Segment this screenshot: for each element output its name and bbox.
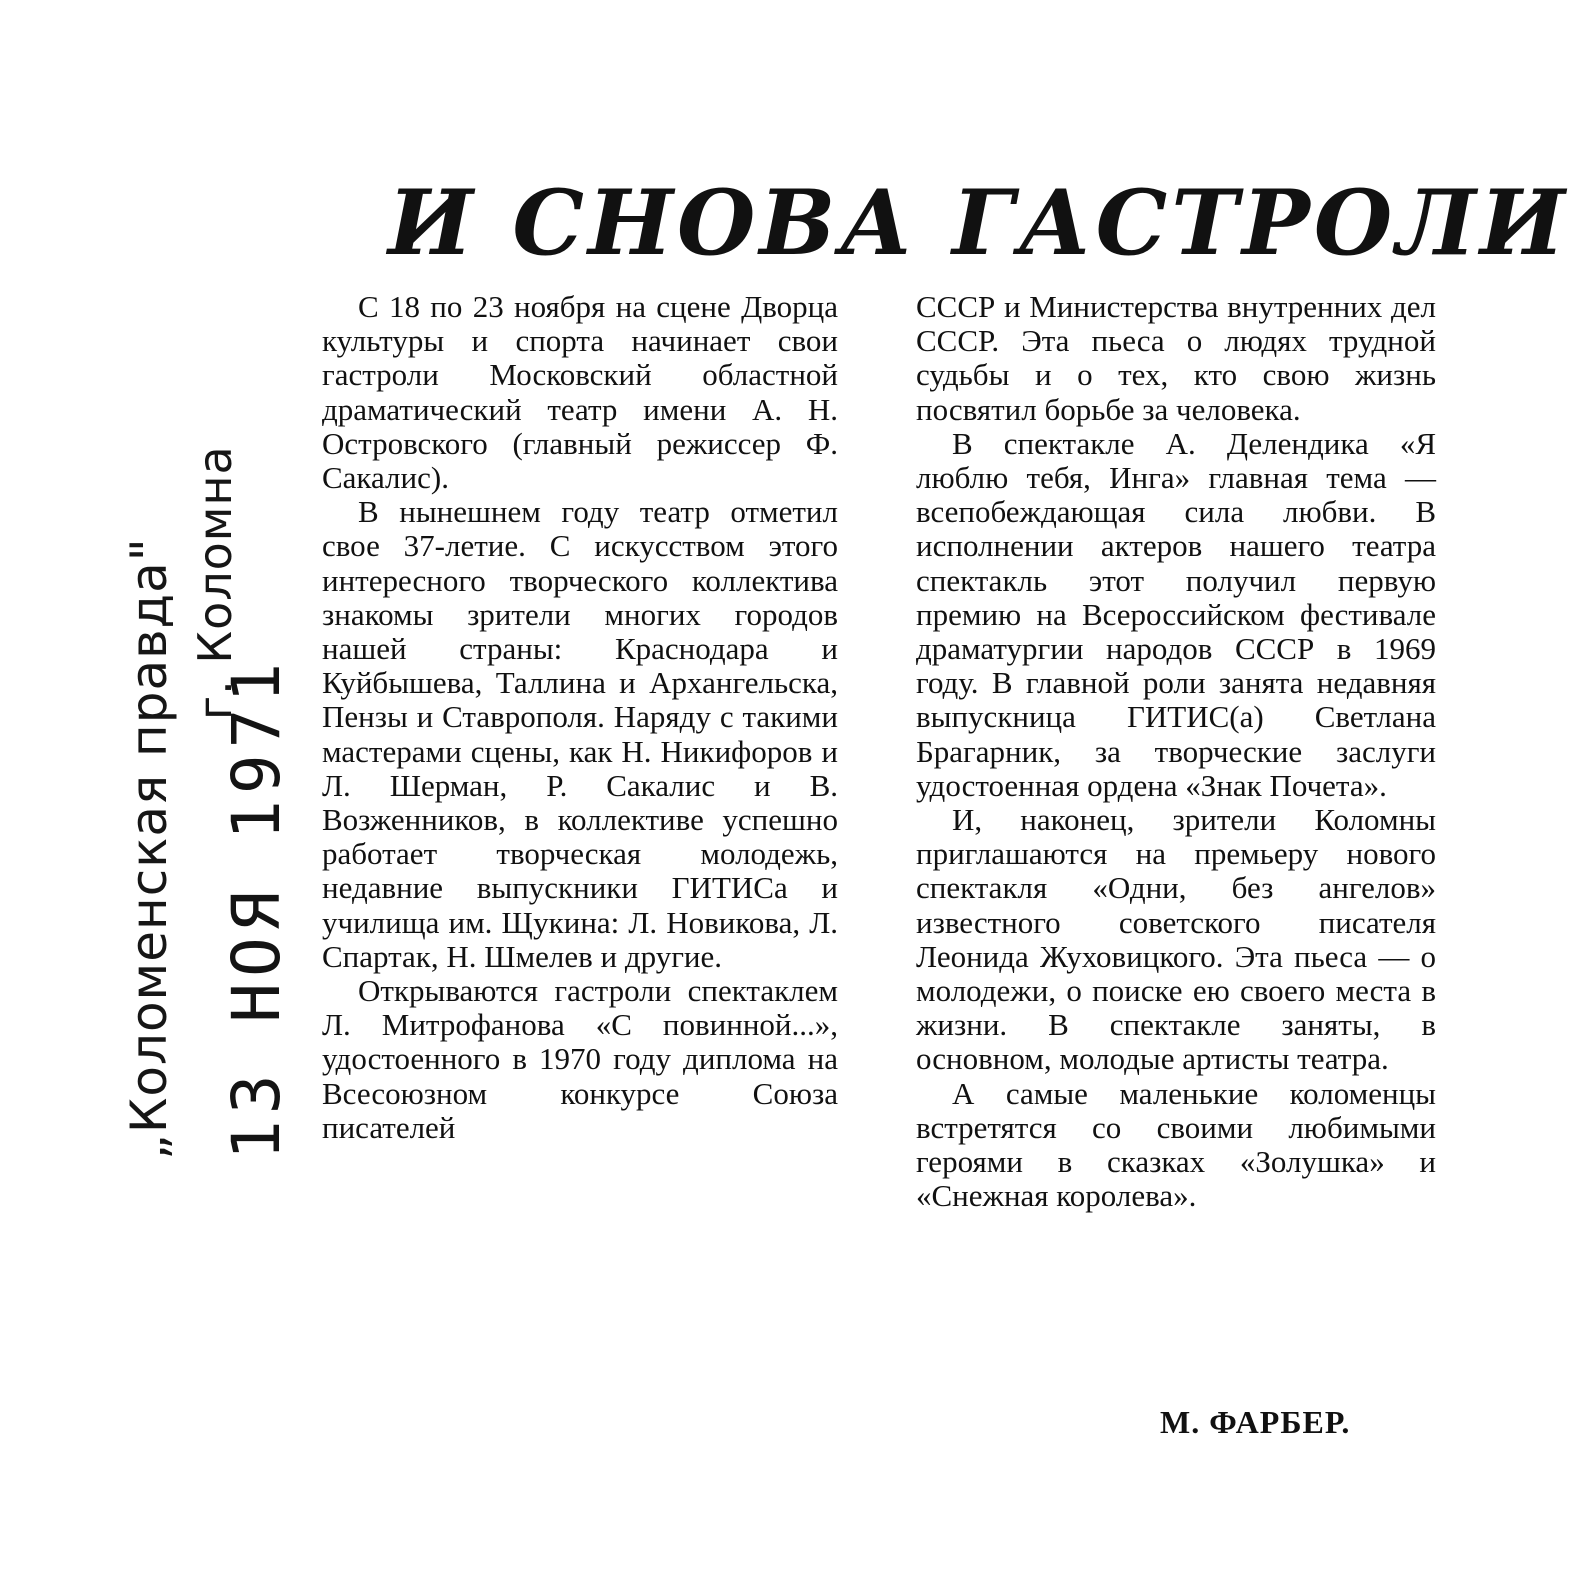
article-column-left — [322, 290, 838, 1145]
paragraph: СССР и Министерства внутренних дел СССР. Эта пьеса о людях трудной судьбы и о тех, кто свою жизнь посвятил борьбе за человека. — [916, 289, 1436, 427]
paragraph: С 18 по 23 ноября на сцене Дворца культуры и спорта начинает свои гастроли Московский областной драматический театр имени А. Н. Островского (главный режиссер Ф. Сакалис). — [322, 289, 838, 496]
paragraph: А самые маленькие коломенцы встретятся со своими любимыми героями в сказках «Золушка» и «Снежная королева». — [916, 1075, 1436, 1214]
paragraph: В спектакле А. Делендика «Я люблю тебя, Инга» главная тема — всепобеждающая сила любви. В исполнении актеров нашего театра спектакль этот получил первую премию на Всероссийском фестивале драматургии народов СССР в 1969 году. В главной роли занята недавняя выпускница ГИТИС(а) Светлана Брагарник, за творческие заслуги удостоенная ордена «Знак Почета». — [916, 425, 1436, 803]
author-byline: М. ФАРБЕР. — [1160, 1404, 1351, 1440]
paragraph: И, наконец, зрители Коломны приглашаются на премьеру нового спектакля «Одни, без ангелов» известного советского писателя Леонида Жуховицкого. Эта пьеса — о молодежи, о поиске ею своего места в жизни. В спектакле заняты, в основном, молодые артисты театра. — [916, 802, 1436, 1077]
stamp-newspaper-name: „Коломенская правда" — [120, 537, 178, 1160]
stamp-city: г. Коломна — [188, 445, 242, 720]
paragraph: В нынешнем году театр отметил свое 37-летие. С искусством этого интересного творческого коллектива знакомы зрители многих городов нашей страны: Краснодара и Куйбышева, Таллина и Архангельска, Пензы и Ставрополя. Наряду с такими мастерами сцены, как Н. Никифоров и Л. Шерман, Р. Сакалис и В. Возженников, в коллективе успешно работает творческая молодежь, недавние выпускники ГИТИСа и училища им. Щукина: Л. Новикова, Л. Спартак, Н. Шмелев и другие. — [322, 494, 838, 974]
clipping-stamp — [120, 160, 295, 1160]
stamp-date: 13 НОЯ 1971 — [218, 656, 295, 1160]
paragraph: Открываются гастроли спектаклем Л. Митрофанова «С повинной...», удостоенного в 1970 году диплома на Всесоюзном конкурсе Союза писателей — [322, 973, 838, 1145]
article-column-right — [916, 290, 1436, 1213]
article-title: И СНОВА ГАСТРОЛИ — [388, 170, 1569, 276]
